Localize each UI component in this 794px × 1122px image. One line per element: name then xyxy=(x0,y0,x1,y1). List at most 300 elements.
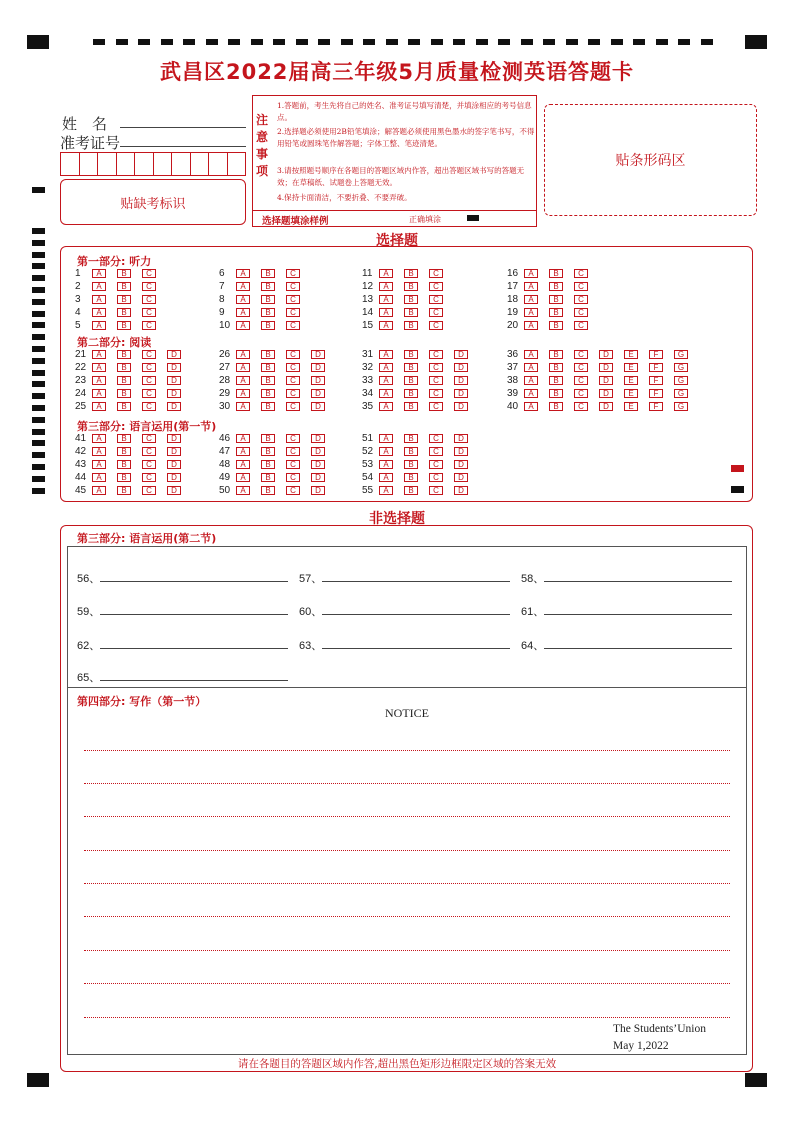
option-bubble-c[interactable]: C xyxy=(574,282,588,291)
notice-item-4: 4.保持卡面清洁，不要折叠、不要弄破。 xyxy=(277,193,412,202)
option-bubble-f[interactable]: F xyxy=(649,350,663,359)
notice-title: 注意事项 xyxy=(256,113,269,178)
question-23 xyxy=(75,375,192,386)
question-number: 34 xyxy=(362,388,374,399)
option-bubble-b[interactable]: B xyxy=(117,321,131,330)
notice-item-1: 1.答题前，考生先将自己的姓名、准考证号填写清楚，并填涂相应的考号信息点。 xyxy=(277,101,532,122)
option-bubble-c[interactable]: C xyxy=(286,389,300,398)
option-bubble-b[interactable]: B xyxy=(261,269,275,278)
option-bubble-d[interactable]: D xyxy=(167,447,181,456)
option-bubble-d[interactable]: D xyxy=(311,389,325,398)
option-bubble-c[interactable]: C xyxy=(286,447,300,456)
question-number: 31 xyxy=(362,349,374,360)
option-bubble-b[interactable]: B xyxy=(549,402,563,411)
option-bubble-d[interactable]: D xyxy=(599,376,613,385)
option-bubble-b[interactable]: B xyxy=(261,363,275,372)
writing-line[interactable] xyxy=(84,783,730,784)
option-bubble-c[interactable]: C xyxy=(286,308,300,317)
option-bubble-b[interactable]: B xyxy=(117,473,131,482)
option-bubble-c[interactable]: C xyxy=(429,389,443,398)
question-43 xyxy=(75,459,192,470)
option-bubble-b[interactable]: B xyxy=(117,269,131,278)
question-number: 36 xyxy=(507,349,519,360)
blank-59[interactable] xyxy=(100,601,288,615)
option-bubble-c[interactable]: C xyxy=(142,321,156,330)
question-34 xyxy=(362,388,479,399)
option-bubble-a[interactable]: A xyxy=(379,321,393,330)
exam-id-field[interactable] xyxy=(120,131,246,147)
blank-57[interactable] xyxy=(322,568,510,582)
question-1 xyxy=(75,268,167,279)
option-bubble-e[interactable]: E xyxy=(624,363,638,372)
blank-58[interactable] xyxy=(544,568,732,582)
option-bubble-b[interactable]: B xyxy=(117,402,131,411)
option-bubble-c[interactable]: C xyxy=(142,460,156,469)
option-bubble-b[interactable]: B xyxy=(549,363,563,372)
question-number: 16 xyxy=(507,268,519,279)
option-bubble-b[interactable]: B xyxy=(404,376,418,385)
option-bubble-a[interactable]: A xyxy=(379,460,393,469)
option-bubble-a[interactable]: A xyxy=(379,308,393,317)
option-bubble-c[interactable]: C xyxy=(142,282,156,291)
option-bubble-a[interactable]: A xyxy=(92,321,106,330)
option-bubble-b[interactable]: B xyxy=(261,447,275,456)
option-bubble-a[interactable]: A xyxy=(379,295,393,304)
option-bubble-c[interactable]: C xyxy=(574,269,588,278)
option-bubble-a[interactable]: A xyxy=(379,434,393,443)
option-bubble-a[interactable]: A xyxy=(524,321,538,330)
option-bubble-a[interactable]: A xyxy=(379,486,393,495)
corner-marker-bottom-left xyxy=(27,1073,49,1087)
side-timing-mark xyxy=(32,263,45,269)
question-25 xyxy=(75,401,192,412)
option-bubble-b[interactable]: B xyxy=(404,363,418,372)
option-bubble-c[interactable]: C xyxy=(286,402,300,411)
option-bubble-b[interactable]: B xyxy=(549,308,563,317)
option-bubble-d[interactable]: D xyxy=(167,389,181,398)
option-bubble-b[interactable]: B xyxy=(404,389,418,398)
question-number: 37 xyxy=(507,362,519,373)
question-28 xyxy=(219,375,336,386)
timing-mark xyxy=(543,39,555,45)
option-bubble-b[interactable]: B xyxy=(261,350,275,359)
option-bubble-f[interactable]: F xyxy=(649,376,663,385)
part2-label: 第二部分: 阅读 xyxy=(77,336,152,349)
option-bubble-d[interactable]: D xyxy=(167,350,181,359)
option-bubble-g[interactable]: G xyxy=(674,350,688,359)
option-bubble-a[interactable]: A xyxy=(92,376,106,385)
option-bubble-b[interactable]: B xyxy=(404,434,418,443)
option-bubble-a[interactable]: A xyxy=(92,473,106,482)
option-bubble-d[interactable]: D xyxy=(311,363,325,372)
option-bubble-a[interactable]: A xyxy=(92,269,106,278)
question-3 xyxy=(75,294,167,305)
option-bubble-d[interactable]: D xyxy=(167,402,181,411)
option-bubble-b[interactable]: B xyxy=(549,295,563,304)
corner-marker-top-right xyxy=(745,35,767,49)
option-bubble-c[interactable]: C xyxy=(286,434,300,443)
option-bubble-c[interactable]: C xyxy=(142,447,156,456)
option-bubble-b[interactable]: B xyxy=(117,434,131,443)
option-bubble-g[interactable]: G xyxy=(674,376,688,385)
option-bubble-e[interactable]: E xyxy=(624,350,638,359)
option-bubble-c[interactable]: C xyxy=(574,376,588,385)
option-bubble-b[interactable]: B xyxy=(404,447,418,456)
question-number: 24 xyxy=(75,388,87,399)
option-bubble-b[interactable]: B xyxy=(117,363,131,372)
option-bubble-c[interactable]: C xyxy=(286,282,300,291)
timing-mark xyxy=(138,39,150,45)
option-bubble-c[interactable]: C xyxy=(429,295,443,304)
option-bubble-c[interactable]: C xyxy=(142,376,156,385)
option-bubble-c[interactable]: C xyxy=(429,269,443,278)
option-bubble-a[interactable]: A xyxy=(92,460,106,469)
option-bubble-b[interactable]: B xyxy=(117,350,131,359)
option-bubble-a[interactable]: A xyxy=(236,282,250,291)
option-bubble-c[interactable]: C xyxy=(429,473,443,482)
writing-line[interactable] xyxy=(84,816,730,817)
option-bubble-c[interactable]: C xyxy=(429,308,443,317)
option-bubble-c[interactable]: C xyxy=(429,402,443,411)
option-bubble-b[interactable]: B xyxy=(117,282,131,291)
option-bubble-b[interactable]: B xyxy=(549,321,563,330)
option-bubble-a[interactable]: A xyxy=(92,363,106,372)
option-bubble-d[interactable]: D xyxy=(167,473,181,482)
option-bubble-a[interactable]: A xyxy=(236,460,250,469)
notice-item-2: 2.选择题必须使用2B铅笔填涂；解答题必须使用黑色墨水的签字笔书写，不得用铅笔或圆珠笔作解答题；字体工整、笔迹清楚。 xyxy=(277,127,535,148)
option-bubble-c[interactable]: C xyxy=(574,350,588,359)
option-bubble-b[interactable]: B xyxy=(404,486,418,495)
option-bubble-b[interactable]: B xyxy=(549,350,563,359)
option-bubble-d[interactable]: D xyxy=(311,460,325,469)
option-bubble-c[interactable]: C xyxy=(142,295,156,304)
option-bubble-a[interactable]: A xyxy=(92,308,106,317)
option-bubble-d[interactable]: D xyxy=(311,447,325,456)
option-bubble-c[interactable]: C xyxy=(142,486,156,495)
option-bubble-b[interactable]: B xyxy=(261,376,275,385)
blank-63[interactable] xyxy=(322,635,510,649)
option-bubble-b[interactable]: B xyxy=(404,460,418,469)
option-bubble-c[interactable]: C xyxy=(429,434,443,443)
question-number: 48 xyxy=(219,459,231,470)
question-30 xyxy=(219,401,336,412)
option-bubble-a[interactable]: A xyxy=(379,402,393,411)
blank-56[interactable] xyxy=(100,568,288,582)
option-bubble-e[interactable]: E xyxy=(624,389,638,398)
option-bubble-d[interactable]: D xyxy=(599,363,613,372)
option-bubble-a[interactable]: A xyxy=(524,269,538,278)
option-bubble-c[interactable]: C xyxy=(142,473,156,482)
blank-64-num: 64、 xyxy=(521,640,545,652)
option-bubble-c[interactable]: C xyxy=(142,434,156,443)
option-bubble-b[interactable]: B xyxy=(117,308,131,317)
option-bubble-a[interactable]: A xyxy=(236,473,250,482)
question-14 xyxy=(362,307,454,318)
option-bubble-d[interactable]: D xyxy=(454,402,468,411)
option-bubble-a[interactable]: A xyxy=(236,269,250,278)
option-bubble-b[interactable]: B xyxy=(117,389,131,398)
option-bubble-c[interactable]: C xyxy=(286,486,300,495)
option-bubble-d[interactable]: D xyxy=(167,376,181,385)
option-bubble-c[interactable]: C xyxy=(429,363,443,372)
question-6 xyxy=(219,268,311,279)
blank-62[interactable] xyxy=(100,635,288,649)
option-bubble-b[interactable]: B xyxy=(117,486,131,495)
option-bubble-a[interactable]: A xyxy=(92,402,106,411)
option-bubble-b[interactable]: B xyxy=(261,389,275,398)
option-bubble-b[interactable]: B xyxy=(261,321,275,330)
option-bubble-b[interactable]: B xyxy=(404,473,418,482)
option-bubble-a[interactable]: A xyxy=(92,282,106,291)
option-bubble-a[interactable]: A xyxy=(236,447,250,456)
option-bubble-a[interactable]: A xyxy=(92,434,106,443)
option-bubble-d[interactable]: D xyxy=(599,350,613,359)
option-bubble-c[interactable]: C xyxy=(286,350,300,359)
option-bubble-a[interactable]: A xyxy=(379,282,393,291)
option-bubble-b[interactable]: B xyxy=(404,321,418,330)
option-bubble-c[interactable]: C xyxy=(286,269,300,278)
question-13 xyxy=(362,294,454,305)
writing-line[interactable] xyxy=(84,883,730,884)
option-bubble-d[interactable]: D xyxy=(311,350,325,359)
option-bubble-b[interactable]: B xyxy=(404,402,418,411)
option-bubble-c[interactable]: C xyxy=(142,350,156,359)
option-bubble-c[interactable]: C xyxy=(429,447,443,456)
option-bubble-f[interactable]: F xyxy=(649,363,663,372)
option-bubble-d[interactable]: D xyxy=(311,402,325,411)
option-bubble-a[interactable]: A xyxy=(379,269,393,278)
option-bubble-b[interactable]: B xyxy=(117,376,131,385)
name-field[interactable] xyxy=(120,112,246,128)
option-bubble-d[interactable]: D xyxy=(311,486,325,495)
writing-line[interactable] xyxy=(84,983,730,984)
option-bubble-c[interactable]: C xyxy=(429,321,443,330)
option-bubble-a[interactable]: A xyxy=(236,321,250,330)
question-number: 10 xyxy=(219,320,231,331)
option-bubble-b[interactable]: B xyxy=(261,282,275,291)
writing-line[interactable] xyxy=(84,750,730,751)
option-bubble-b[interactable]: B xyxy=(261,460,275,469)
option-bubble-c[interactable]: C xyxy=(429,460,443,469)
writing-line[interactable] xyxy=(84,916,730,917)
option-bubble-c[interactable]: C xyxy=(142,402,156,411)
timing-mark xyxy=(206,39,218,45)
option-bubble-d[interactable]: D xyxy=(454,363,468,372)
option-bubble-b[interactable]: B xyxy=(549,376,563,385)
option-bubble-b[interactable]: B xyxy=(549,389,563,398)
option-bubble-c[interactable]: C xyxy=(574,321,588,330)
blank-61[interactable] xyxy=(544,601,732,615)
option-bubble-d[interactable]: D xyxy=(454,473,468,482)
option-bubble-a[interactable]: A xyxy=(92,486,106,495)
option-bubble-b[interactable]: B xyxy=(549,269,563,278)
name-label: 姓 名 xyxy=(62,115,108,133)
option-bubble-b[interactable]: B xyxy=(261,308,275,317)
question-24 xyxy=(75,388,192,399)
option-bubble-c[interactable]: C xyxy=(574,363,588,372)
option-bubble-c[interactable]: C xyxy=(142,389,156,398)
question-31 xyxy=(362,349,479,360)
timing-mark xyxy=(318,39,330,45)
option-bubble-d[interactable]: D xyxy=(454,447,468,456)
option-bubble-d[interactable]: D xyxy=(167,486,181,495)
writing-line[interactable] xyxy=(84,1017,730,1018)
sample-label: 选择题填涂样例 xyxy=(262,216,329,227)
option-bubble-g[interactable]: G xyxy=(674,363,688,372)
option-bubble-a[interactable]: A xyxy=(524,363,538,372)
option-bubble-a[interactable]: A xyxy=(236,402,250,411)
option-bubble-a[interactable]: A xyxy=(379,389,393,398)
option-bubble-b[interactable]: B xyxy=(404,308,418,317)
option-bubble-f[interactable]: F xyxy=(649,389,663,398)
writing-area[interactable] xyxy=(67,688,747,1055)
notice-box xyxy=(252,95,537,227)
option-bubble-d[interactable]: D xyxy=(454,376,468,385)
option-bubble-a[interactable]: A xyxy=(236,350,250,359)
option-bubble-b[interactable]: B xyxy=(261,486,275,495)
option-bubble-a[interactable]: A xyxy=(236,486,250,495)
blank-58-num: 58、 xyxy=(521,573,545,585)
side-timing-mark xyxy=(32,252,45,258)
option-bubble-d[interactable]: D xyxy=(167,434,181,443)
option-bubble-a[interactable]: A xyxy=(92,447,106,456)
timing-mark xyxy=(611,39,623,45)
option-bubble-b[interactable]: B xyxy=(261,434,275,443)
question-4 xyxy=(75,307,167,318)
question-38 xyxy=(507,375,699,386)
option-bubble-a[interactable]: A xyxy=(524,308,538,317)
option-bubble-b[interactable]: B xyxy=(117,460,131,469)
option-bubble-c[interactable]: C xyxy=(286,376,300,385)
question-55 xyxy=(362,485,479,496)
option-bubble-a[interactable]: A xyxy=(92,350,106,359)
option-bubble-d[interactable]: D xyxy=(454,460,468,469)
blank-60[interactable] xyxy=(322,601,510,615)
option-bubble-e[interactable]: E xyxy=(624,376,638,385)
option-bubble-a[interactable]: A xyxy=(379,363,393,372)
red-marker xyxy=(731,465,744,472)
option-bubble-c[interactable]: C xyxy=(574,308,588,317)
option-bubble-c[interactable]: C xyxy=(286,473,300,482)
question-number: 20 xyxy=(507,320,519,331)
option-bubble-c[interactable]: C xyxy=(142,269,156,278)
option-bubble-a[interactable]: A xyxy=(236,434,250,443)
option-bubble-c[interactable]: C xyxy=(429,376,443,385)
question-number: 11 xyxy=(362,268,373,279)
option-bubble-d[interactable]: D xyxy=(599,402,613,411)
writing-line[interactable] xyxy=(84,850,730,851)
option-bubble-b[interactable]: B xyxy=(549,282,563,291)
option-bubble-d[interactable]: D xyxy=(599,389,613,398)
option-bubble-c[interactable]: C xyxy=(574,402,588,411)
option-bubble-a[interactable]: A xyxy=(236,389,250,398)
question-number: 26 xyxy=(219,349,231,360)
option-bubble-b[interactable]: B xyxy=(117,447,131,456)
blank-57-num: 57、 xyxy=(299,573,323,585)
option-bubble-a[interactable]: A xyxy=(236,363,250,372)
question-12 xyxy=(362,281,454,292)
option-bubble-a[interactable]: A xyxy=(524,376,538,385)
option-bubble-c[interactable]: C xyxy=(429,486,443,495)
option-bubble-d[interactable]: D xyxy=(311,434,325,443)
option-bubble-c[interactable]: C xyxy=(429,282,443,291)
option-bubble-c[interactable]: C xyxy=(574,295,588,304)
option-bubble-d[interactable]: D xyxy=(167,363,181,372)
timing-mark xyxy=(701,39,713,45)
option-bubble-a[interactable]: A xyxy=(92,389,106,398)
option-bubble-a[interactable]: A xyxy=(524,402,538,411)
option-bubble-b[interactable]: B xyxy=(261,295,275,304)
option-bubble-b[interactable]: B xyxy=(404,269,418,278)
option-bubble-a[interactable]: A xyxy=(524,282,538,291)
question-48 xyxy=(219,459,336,470)
question-42 xyxy=(75,446,192,457)
option-bubble-a[interactable]: A xyxy=(379,350,393,359)
option-bubble-d[interactable]: D xyxy=(454,486,468,495)
option-bubble-c[interactable]: C xyxy=(142,363,156,372)
option-bubble-d[interactable]: D xyxy=(167,460,181,469)
option-bubble-a[interactable]: A xyxy=(524,295,538,304)
option-bubble-a[interactable]: A xyxy=(524,350,538,359)
blank-65[interactable] xyxy=(100,667,288,681)
option-bubble-d[interactable]: D xyxy=(454,389,468,398)
option-bubble-a[interactable]: A xyxy=(236,308,250,317)
option-bubble-c[interactable]: C xyxy=(429,350,443,359)
exam-id-boxes[interactable] xyxy=(60,152,246,176)
question-15 xyxy=(362,320,454,331)
option-bubble-b[interactable]: B xyxy=(404,295,418,304)
option-bubble-d[interactable]: D xyxy=(454,350,468,359)
option-bubble-b[interactable]: B xyxy=(117,295,131,304)
option-bubble-b[interactable]: B xyxy=(404,350,418,359)
option-bubble-c[interactable]: C xyxy=(574,389,588,398)
option-bubble-c[interactable]: C xyxy=(286,321,300,330)
option-bubble-b[interactable]: B xyxy=(404,282,418,291)
option-bubble-a[interactable]: A xyxy=(379,376,393,385)
question-16 xyxy=(507,268,599,279)
option-bubble-a[interactable]: A xyxy=(379,447,393,456)
option-bubble-c[interactable]: C xyxy=(286,363,300,372)
question-number: 33 xyxy=(362,375,374,386)
option-bubble-g[interactable]: G xyxy=(674,389,688,398)
option-bubble-a[interactable]: A xyxy=(236,295,250,304)
option-bubble-f[interactable]: F xyxy=(649,402,663,411)
option-bubble-c[interactable]: C xyxy=(142,308,156,317)
option-bubble-a[interactable]: A xyxy=(524,389,538,398)
option-bubble-a[interactable]: A xyxy=(236,376,250,385)
blank-65-num: 65、 xyxy=(77,672,101,684)
option-bubble-b[interactable]: B xyxy=(261,473,275,482)
timing-mark xyxy=(116,39,128,45)
option-bubble-d[interactable]: D xyxy=(311,473,325,482)
option-bubble-a[interactable]: A xyxy=(92,295,106,304)
blank-64[interactable] xyxy=(544,635,732,649)
timing-mark xyxy=(251,39,263,45)
question-number: 41 xyxy=(75,433,87,444)
option-bubble-d[interactable]: D xyxy=(311,376,325,385)
option-bubble-e[interactable]: E xyxy=(624,402,638,411)
signature: The Students’Union xyxy=(613,1023,706,1035)
option-bubble-d[interactable]: D xyxy=(454,434,468,443)
question-17 xyxy=(507,281,599,292)
corner-marker-top-left xyxy=(27,35,49,49)
writing-line[interactable] xyxy=(84,950,730,951)
option-bubble-a[interactable]: A xyxy=(379,473,393,482)
option-bubble-c[interactable]: C xyxy=(286,295,300,304)
option-bubble-g[interactable]: G xyxy=(674,402,688,411)
option-bubble-b[interactable]: B xyxy=(261,402,275,411)
option-bubble-c[interactable]: C xyxy=(286,460,300,469)
